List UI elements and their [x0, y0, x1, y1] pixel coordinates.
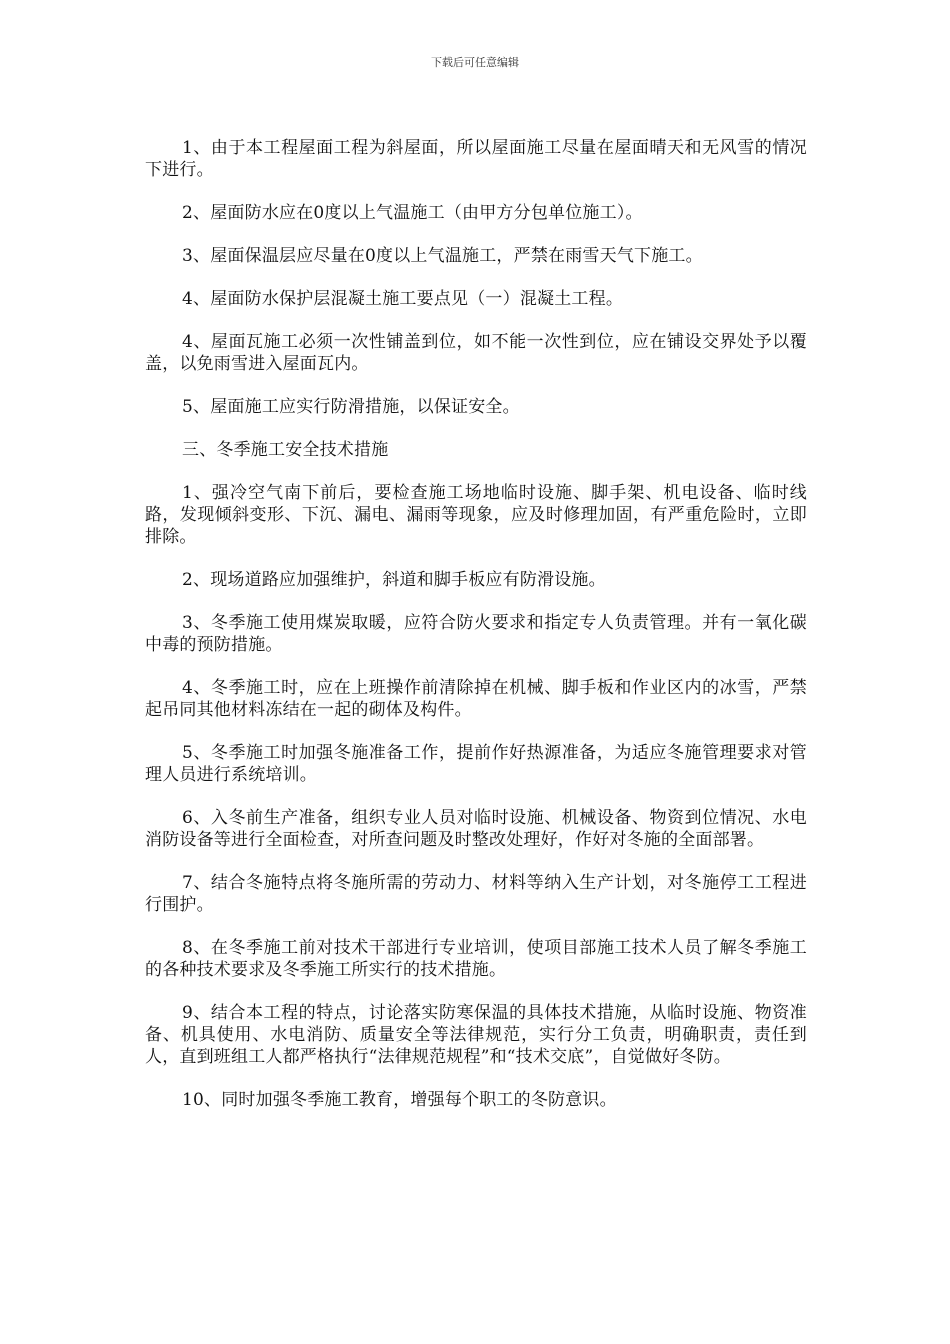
page-header: 下载后可任意编辑	[431, 56, 519, 69]
document-body	[145, 137, 807, 1111]
paragraph-winter-9: 9、结合本工程的特点，讨论落实防寒保温的具体技术措施，从临时设施、物资准备、机具使用、水电消防、质量安全等法律规范，实行分工负责，明确职责，责任到人，直到班组工人都严格执行“法律规范规程”和“技术交底”，自觉做好冬防。	[145, 1003, 807, 1067]
paragraph-winter-3: 3、冬季施工使用煤炭取暖，应符合防火要求和指定专人负责管理。并有一氧化碳中毒的预防措施。	[145, 613, 807, 655]
paragraph-roof-antislip: 5、屋面施工应实行防滑措施，以保证安全。	[182, 397, 520, 417]
paragraph-winter-10: 10、同时加强冬季施工教育，增强每个职工的冬防意识。	[182, 1090, 617, 1110]
paragraph-roof-tiles: 4、屋面瓦施工必须一次性铺盖到位，如不能一次性到位，应在铺设交界处予以覆盖，以免雨雪进入屋面瓦内。	[145, 332, 807, 374]
paragraph-roof-waterproof: 2、屋面防水应在0度以上气温施工（由甲方分包单位施工）。	[182, 203, 643, 223]
paragraph-winter-7: 7、结合冬施特点将冬施所需的劳动力、材料等纳入生产计划，对冬施停工工程进行围护。	[145, 873, 807, 915]
paragraph-winter-4: 4、冬季施工时，应在上班操作前清除掉在机械、脚手板和作业区内的冰雪，严禁起吊同其他材料冻结在一起的砌体及构件。	[145, 678, 807, 720]
paragraph-winter-1: 1、强冷空气南下前后，要检查施工场地临时设施、脚手架、机电设备、临时线路，发现倾斜变形、下沉、漏电、漏雨等现象，应及时修理加固，有严重危险时，立即排除。	[145, 483, 807, 547]
section-heading-winter-safety: 三、冬季施工安全技术措施	[182, 440, 389, 460]
paragraph-roof-concrete: 4、屋面防水保护层混凝土施工要点见（一）混凝土工程。	[182, 289, 624, 309]
paragraph-winter-6: 6、入冬前生产准备，组织专业人员对临时设施、机械设备、物资到位情况、水电消防设备等进行全面检查，对所查问题及时整改处理好，作好对冬施的全面部署。	[145, 808, 807, 850]
paragraph-winter-8: 8、在冬季施工前对技术干部进行专业培训，使项目部施工技术人员了解冬季施工的各种技术要求及冬季施工所实行的技术措施。	[145, 938, 807, 980]
paragraph-winter-2: 2、现场道路应加强维护，斜道和脚手板应有防滑设施。	[182, 570, 606, 590]
paragraph-roof-insulation: 3、屋面保温层应尽量在0度以上气温施工，严禁在雨雪天气下施工。	[182, 246, 703, 266]
paragraph-winter-5: 5、冬季施工时加强冬施准备工作，提前作好热源准备，为适应冬施管理要求对管理人员进行系统培训。	[145, 743, 807, 785]
paragraph-roof-condition: 1、由于本工程屋面工程为斜屋面，所以屋面施工尽量在屋面晴天和无风雪的情况下进行。	[145, 138, 807, 180]
